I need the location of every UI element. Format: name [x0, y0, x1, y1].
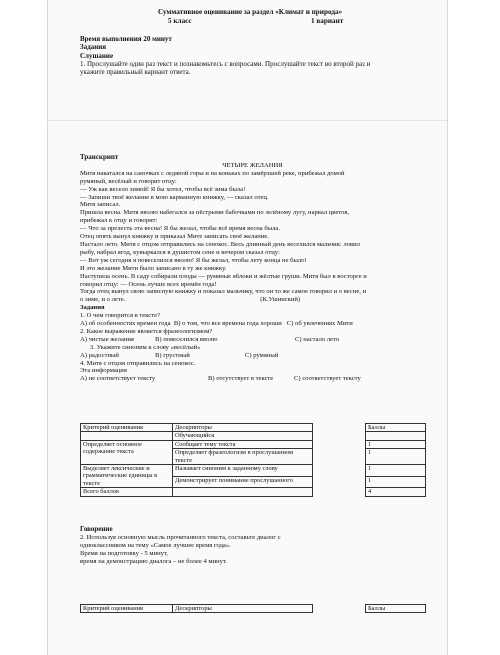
- points-cell: 1: [366, 449, 426, 465]
- table-header-cell: Баллы: [366, 605, 426, 613]
- story-line: о зиме, и о лете. (К.Ушинский): [80, 296, 301, 304]
- table-header-cell: Дескрипторы: [173, 424, 313, 432]
- descriptor-cell: Сообщает тему текста: [173, 440, 313, 448]
- table-header-cell: Дескрипторы: [173, 605, 313, 613]
- table-row: [81, 465, 426, 477]
- story-line: — Запиши твоё желание в мою карманную книжку, — сказал отец.: [80, 193, 269, 201]
- story-line: прибежал к отцу и говорит:: [80, 217, 158, 225]
- table-row: [81, 432, 426, 440]
- table-header-cell: Критерий оценивания: [81, 424, 173, 432]
- time-label: Время выполнения 20 минут: [80, 35, 172, 43]
- descriptor-cell: Демонстрирует понимание прослушанного: [173, 476, 313, 488]
- option: С) соответствует тексту: [294, 375, 361, 383]
- table-header-cell: Критерий оценивания: [81, 605, 173, 613]
- option: В) повеселился вволю: [155, 335, 218, 343]
- option: С) об увлечениях Мити: [286, 320, 353, 328]
- story-line: Настало лето. Митя с отцом отправились на сенокос. Весь длинный день веселился мальчик: ловил: [80, 240, 360, 248]
- transcript-block: [80, 154, 425, 383]
- option: А) радостный: [80, 351, 119, 359]
- question-4-options: [80, 375, 425, 383]
- story-line: Тогда отец вынул свою записную книжку и показал мальчику, что он то же самое говорил и о весне, и: [80, 288, 367, 296]
- option: В) грустный: [155, 351, 190, 359]
- total-cell: 4: [366, 488, 426, 496]
- points-cell: 1: [366, 465, 426, 477]
- story-title: ЧЕТЫРЕ ЖЕЛАНИЯ: [222, 161, 283, 169]
- story-line: Наступила осень. В саду собирали плоды — румяные яблоки и жёлтые груши. Митя был в восторге и: [80, 272, 367, 280]
- story-line: — Уж как весело зимой! Я бы хотел, чтобы всё зима была!: [80, 185, 246, 193]
- speaking-assessment-table: [80, 604, 426, 613]
- story-line: Митя записал.: [80, 201, 121, 209]
- variant-label: 1 вариант: [311, 17, 344, 25]
- option: С) настало лето: [295, 335, 340, 343]
- questions-label: Задания: [80, 304, 105, 312]
- question-3-options: [80, 352, 425, 360]
- option: А) не соответствует тексту: [80, 375, 156, 383]
- assessment-title: Суммативное оценивание за раздел «Климат и природа»: [158, 8, 343, 16]
- table-total-row: [81, 488, 426, 496]
- points-cell: 1: [366, 476, 426, 488]
- table-header-row: [81, 424, 426, 432]
- total-label-cell: Всего баллов: [81, 488, 173, 496]
- option: В) о том, что все времена года хороши: [173, 320, 282, 328]
- story-line: — Что за прелесть эта весна! Я бы желал, чтобы всё время весна была.: [80, 225, 280, 233]
- question-2: 2. Какое выражение является фразеологизмом?: [80, 327, 213, 335]
- points-cell: 1: [366, 440, 426, 448]
- listening-label: Слушание: [80, 51, 114, 60]
- option: С) румяный: [245, 351, 279, 359]
- story-line: И это желание Мити было записано в ту же книжку.: [80, 264, 227, 272]
- criterion-cell: Определяет основное содержание текста: [81, 440, 173, 464]
- story-line: Пришла весна. Митя вволю набегался за пёстрыми бабочками по зелёному лугу, нарвал цветов,: [80, 209, 350, 217]
- option: В) отсутствует в тексте: [208, 375, 274, 383]
- speaking-block: [80, 526, 425, 566]
- question-2-options: [80, 336, 425, 344]
- question-1-options: [80, 320, 425, 328]
- question-4: 4. Митя с отцом отправились на сенокос.: [80, 359, 196, 367]
- table-header-row: [81, 605, 426, 613]
- divider: [47, 120, 447, 121]
- criterion-cell: Выделяет лексические и грамматические единицы в тексте: [81, 465, 173, 488]
- story-line: румяный, весёлый и говорит отцу:: [80, 177, 177, 185]
- question-3: 3. Укажите синоним к слову «весёлый»: [90, 343, 201, 351]
- speaking-line: время на демонстрацию диалога – не более 4 минут.: [80, 557, 227, 565]
- header-block: [80, 35, 425, 76]
- story-line: Отец опять вынул книжку и приказал Мите записать своё желание.: [80, 233, 269, 241]
- assessment-table: [80, 423, 426, 497]
- page-edge-left: [47, 0, 48, 655]
- table-cell: Обучающийся: [173, 432, 313, 440]
- question-4-sub: Эта информация: [80, 367, 127, 375]
- descriptor-cell: Определяет фразеологизм в прослушанном тексте: [173, 449, 313, 465]
- speaking-line: Время на подготовку - 5 минут,: [80, 549, 168, 557]
- table-header-cell: Баллы: [366, 424, 426, 432]
- story-line: Митя накатался на саночках с ледяной горы и на коньках по замёрзшей реке, прибежал домой: [80, 169, 345, 177]
- table-row: [81, 440, 426, 448]
- descriptor-cell: Называет синоним к заданному слову: [173, 465, 313, 477]
- speaking-label: Говорение: [80, 525, 113, 533]
- transcript-label: Транскрипт: [80, 153, 119, 161]
- option: А) чистые желания: [80, 335, 134, 343]
- story-author: (К.Ушинский): [260, 296, 301, 304]
- speaking-line: 2. Используя основную мысль прочитанного текста, составьте диалог с: [80, 533, 281, 541]
- tasks-label: Задания: [80, 43, 107, 52]
- page-edge-right: [447, 0, 448, 655]
- option: А) об особенностях времен года: [80, 320, 171, 328]
- speaking-line: одноклассником на тему «Самое лучшее время года».: [80, 541, 231, 549]
- instruction-line: укажите правильный вариант ответа.: [80, 68, 191, 77]
- question-1: 1. О чем говорится в тексте?: [80, 312, 160, 320]
- story-line: рыбу, набрал ягод, кувыркался в душистом сене и вечером сказал отцу:: [80, 248, 280, 256]
- grade-label: 5 класс: [168, 17, 192, 25]
- story-line: — Вот уж сегодня я повеселился вволю! Я бы желал, чтобы лету конца не было!: [80, 256, 307, 264]
- story-line: говорил отцу: — Осень лучше всех времён года!: [80, 280, 217, 288]
- instruction-line: 1. Прослушайте один раз текст и познакомьтесь с вопросами. Прослушайте текст во второй раз и: [80, 59, 371, 68]
